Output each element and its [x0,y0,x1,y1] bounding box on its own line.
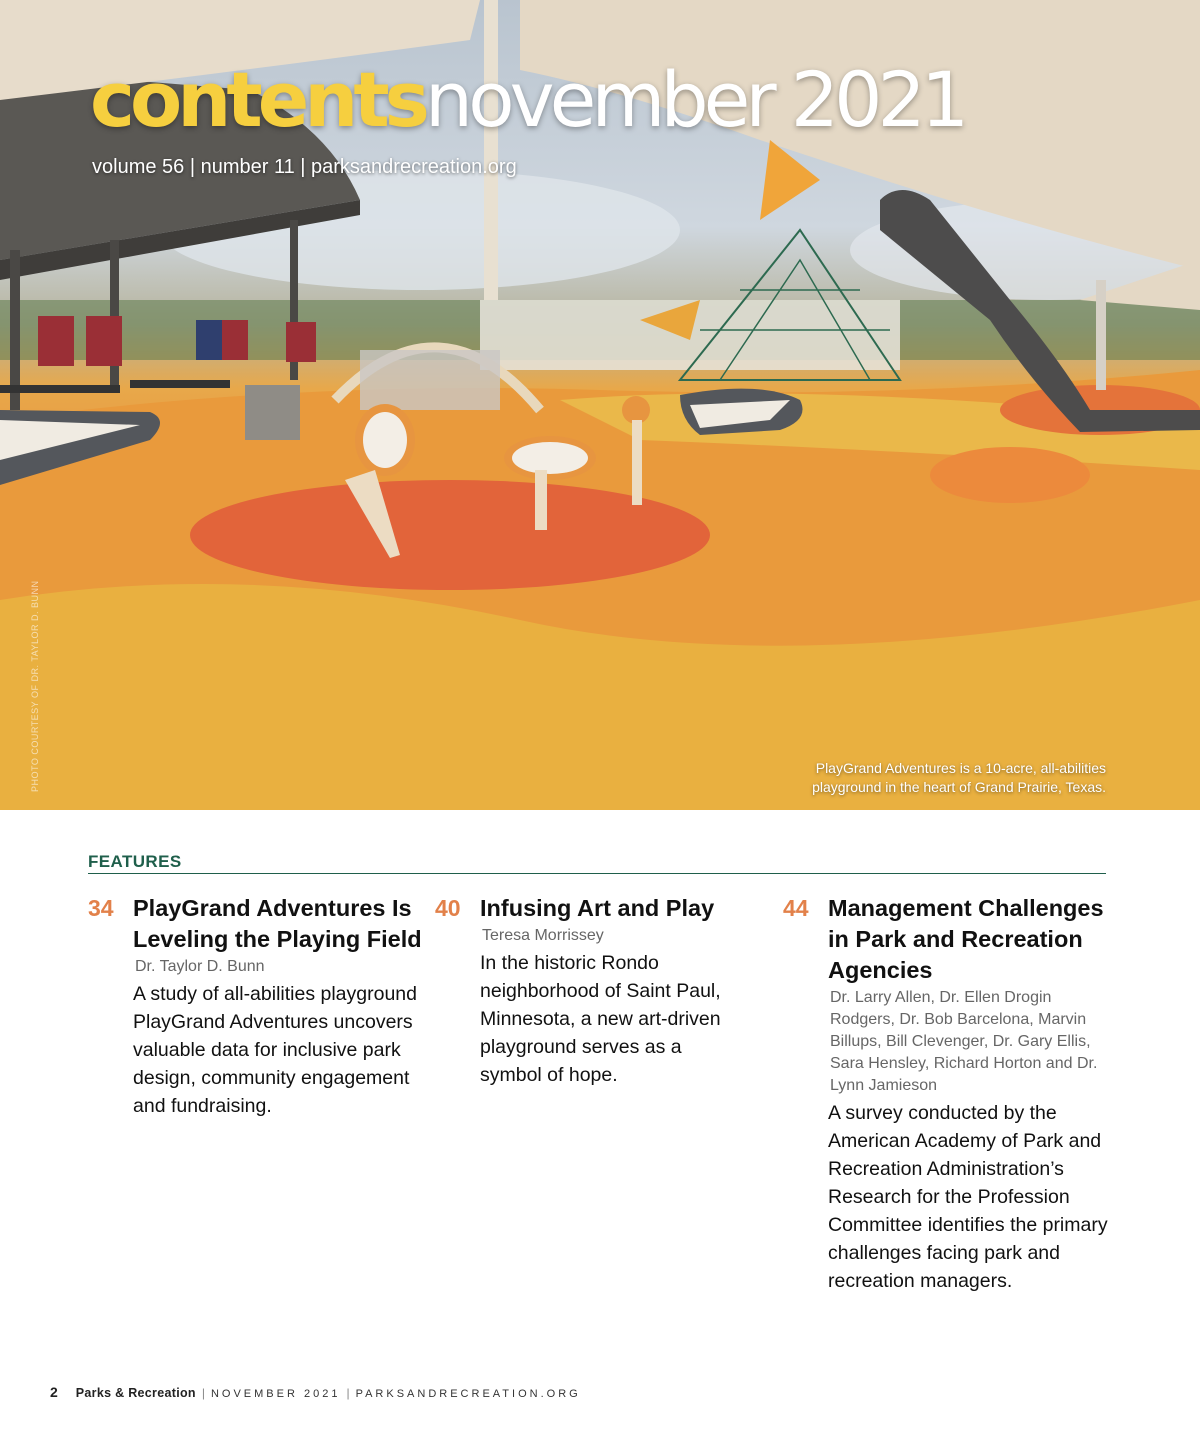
magazine-name: Parks & Recreation [75,1386,196,1400]
footer-website[interactable]: PARKSANDRECREATION.ORG [355,1388,581,1400]
feature-page-number: 34 [88,895,114,921]
feature-authors: Dr. Larry Allen, Dr. Ellen Drogin Rodgers, Dr. Bob Barcelona, Marvin Billups, Bill Clevenger, Dr. Gary Ellis, Sara Hensley, Richard Horton and Dr. Lynn Jamieson [830,989,1098,1094]
features-heading: FEATURES [88,852,182,871]
masthead-title [90,55,965,144]
feature-title[interactable]: Management Challenges in Park and Recreation Agencies [828,895,1104,983]
photo-credit: PHOTO COURTESY OF DR. TAYLOR D. BUNN [30,580,40,792]
issue-date: november 2021 [424,55,965,144]
page-footer [50,1384,581,1400]
photo-caption: PlayGrand Adventures is a 10-acre, all-abilities playground in the heart of Grand Prairie, Texas. [812,760,1106,795]
feature-authors: Teresa Morrissey [482,927,604,944]
feature-page-number: 44 [783,895,809,921]
page-number: 2 [50,1384,58,1400]
issue-info: volume 56 | number 11 | parksandrecreation.org [92,156,517,178]
feature-description: A study of all-abilities playground PlayGrand Adventures uncovers valuable data for inclusive park design, community engagement and fundraising. [133,983,417,1117]
features-divider [88,873,1106,874]
feature-authors: Dr. Taylor D. Bunn [135,958,265,975]
feature-page-number: 40 [435,895,461,921]
feature-description: A survey conducted by the American Academy of Park and Recreation Administration’s Research for the Profession Committee identifies the primary challenges facing park and recreation managers. [828,1102,1108,1292]
feature-title[interactable]: PlayGrand Adventures Is Leveling the Playing Field [133,895,422,952]
footer-issue: NOVEMBER 2021 [210,1388,341,1400]
footer-separator: | [346,1386,350,1400]
feature-description: In the historic Rondo neighborhood of Saint Paul, Minnesota, a new art-driven playground serves as a symbol of hope. [480,952,721,1086]
contents-word: contents [90,55,425,144]
footer-separator: | [201,1386,205,1400]
feature-title[interactable]: Infusing Art and Play [480,895,715,921]
